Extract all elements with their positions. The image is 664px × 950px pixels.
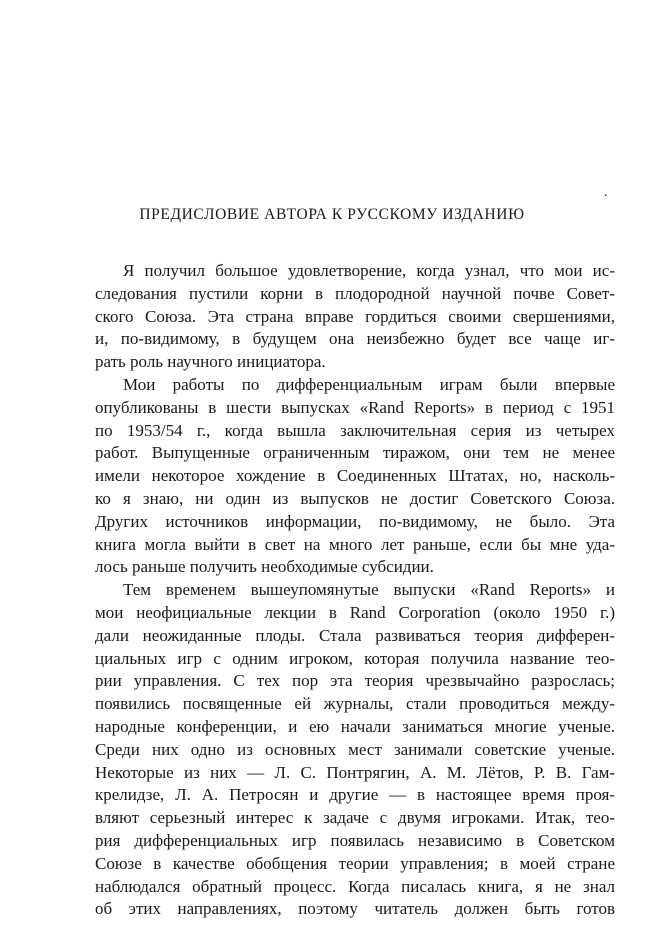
text-line: Союзе в качестве обобщения теории управления; в моей стране — [95, 853, 615, 873]
text-line: вляют серьезный интерес к задаче с двумя игроками. Итак, тео- — [95, 808, 615, 828]
text-line: дали неожиданные плоды. Стала развиваться теория дифферен- — [95, 625, 615, 645]
preface-body — [95, 260, 615, 921]
text-line: Я получил большое удовлетворение, когда узнал, что мои ис- — [123, 261, 615, 280]
text-line: Некоторые из них — Л. С. Понтрягин, А. М. Лётов, Р. В. Гам- — [95, 762, 615, 782]
text-line: и, по-видимому, в будущем она неизбежно будет все чаще иг- — [95, 329, 615, 349]
preface-heading: ПРЕДИСЛОВИЕ АВТОРА К РУССКОМУ ИЗДАНИЮ — [139, 206, 525, 223]
text-line: об этих направлениях, поэтому читатель должен быть готов — [95, 899, 615, 919]
text-line: ко я знаю, ни один из выпусков не достиг Советского Союза. — [95, 488, 615, 508]
text-line: по 1953/54 г., когда вышла заключительная серия из четырех — [95, 420, 615, 440]
text-line: Мои работы по дифференциальным играм были впервые — [123, 374, 615, 394]
text-line: опубликованы в шести выпусках «Rand Reports» в период с 1951 — [95, 397, 615, 417]
text-line: циальных игр с одним игроком, которая получила название тео- — [95, 648, 615, 668]
text-line: Среди них одно из основных мест занимали советские ученые. — [95, 739, 615, 759]
text-line: Других источников информации, по-видимому, не было. Эта — [95, 511, 615, 531]
text-line: рии управления. С тех пор эта теория чрезвычайно разрослась; — [95, 671, 615, 691]
text-line: наблюдался обратный процесс. Когда писалась книга, я не знал — [95, 876, 615, 896]
text-line: рать роль научного инициатора. — [95, 352, 326, 372]
text-line: появились посвященные ей журналы, стали проводиться между- — [95, 694, 615, 714]
margin-mark: . — [604, 185, 608, 200]
text-line: мои неофициальные лекции в Rand Corporation (около 1950 г.) — [95, 602, 615, 622]
text-line: следования пустили корни в плодородной научной почве Совет- — [95, 283, 615, 303]
text-line: Тем временем вышеупомянутые выпуски «Rand Reports» и — [123, 580, 615, 600]
text-line: народные конференции, и ею начали заниматься многие ученые. — [95, 716, 615, 736]
text-line: лось раньше получить необходимые субсидии. — [95, 557, 434, 577]
text-line: рия дифференциальных игр появилась независимо в Советском — [95, 830, 615, 850]
text-line: крелидзе, Л. А. Петросян и другие — в настоящее время проя- — [95, 785, 615, 805]
text-line: работ. Выпущенные ограниченным тиражом, они тем не менее — [95, 443, 615, 463]
text-line: ского Союза. Эта страна вправе гордиться своими свершениями, — [95, 306, 615, 326]
text-line: имели некоторое хождение в Соединенных Штатах, но, насколь- — [95, 466, 615, 486]
text-line: книга могла выйти в свет на много лет раньше, если бы мне уда- — [95, 534, 615, 554]
